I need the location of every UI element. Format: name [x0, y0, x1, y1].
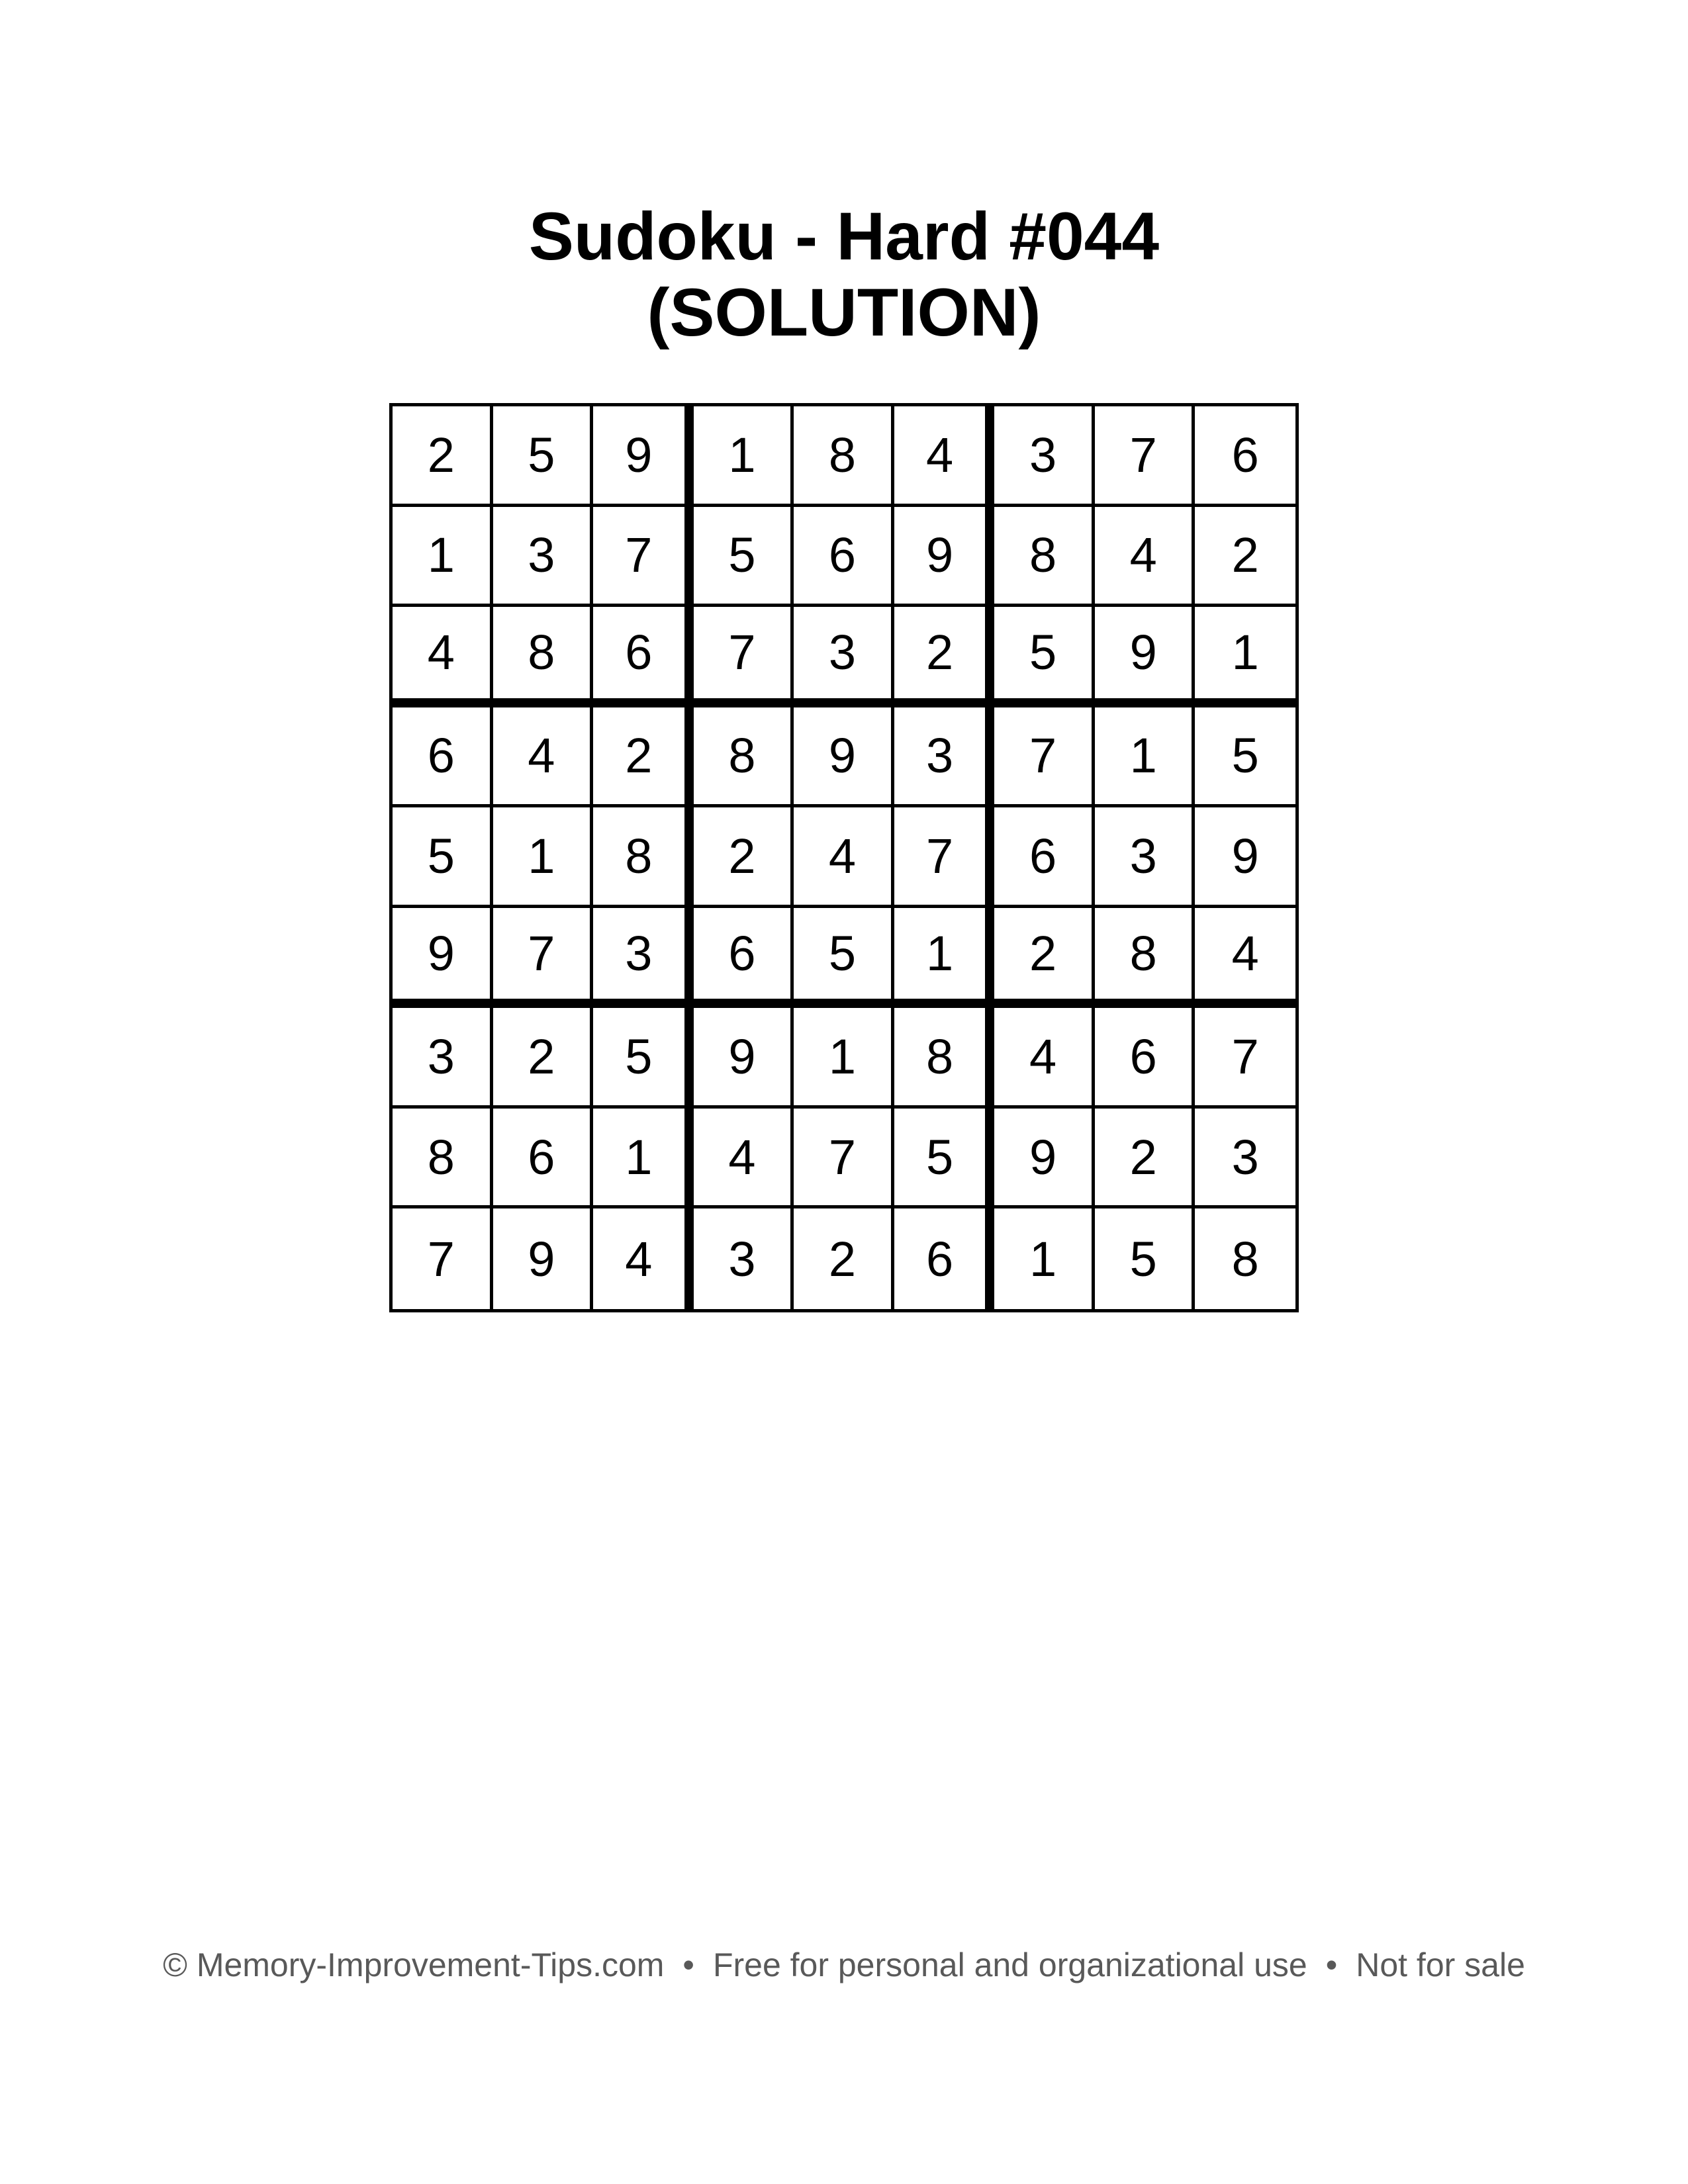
footer-usage: Free for personal and organizational use — [712, 1946, 1307, 1983]
sudoku-cell: 5 — [1195, 707, 1295, 808]
sudoku-cell: 8 — [694, 707, 794, 808]
sudoku-cell: 9 — [894, 507, 995, 608]
sudoku-cell: 7 — [493, 908, 594, 1009]
sudoku-cell: 3 — [894, 707, 995, 808]
sudoku-cell: 1 — [493, 807, 594, 908]
sudoku-cell: 9 — [994, 1109, 1095, 1209]
sudoku-cell: 8 — [493, 607, 594, 707]
sudoku-cell: 6 — [593, 607, 694, 707]
footer-separator-1: • — [682, 1946, 694, 1983]
sudoku-cell: 2 — [593, 707, 694, 808]
sudoku-cell: 6 — [493, 1109, 594, 1209]
sudoku-cell: 5 — [593, 1008, 694, 1109]
sudoku-cell: 6 — [1095, 1008, 1196, 1109]
sudoku-cell: 9 — [493, 1208, 594, 1309]
footer-separator-2: • — [1325, 1946, 1338, 1983]
sudoku-cell: 7 — [994, 707, 1095, 808]
sudoku-cell: 9 — [1195, 807, 1295, 908]
sudoku-cell: 5 — [894, 1109, 995, 1209]
sudoku-cell: 5 — [794, 908, 894, 1009]
sudoku-cell: 2 — [694, 807, 794, 908]
sudoku-cell: 4 — [1095, 507, 1196, 608]
sudoku-cell: 8 — [1231, 1231, 1259, 1287]
sudoku-cell: 7 — [593, 507, 694, 608]
sudoku-cell: 3 — [393, 1008, 493, 1109]
sudoku-cell: 3 — [1195, 1109, 1295, 1209]
sudoku-cell: 4 — [894, 406, 995, 507]
sudoku-cell: 2 — [393, 406, 493, 507]
footer — [0, 1946, 1688, 1984]
sudoku-cell: 1 — [1095, 707, 1196, 808]
sudoku-cell: 2 — [994, 908, 1095, 1009]
sudoku-cell: 1 — [393, 507, 493, 608]
sudoku-cell: 3 — [794, 607, 894, 707]
sudoku-cell: 7 — [1195, 1008, 1295, 1109]
sudoku-cell: 3 — [694, 1208, 794, 1309]
sudoku-cell: 5 — [1095, 1208, 1196, 1309]
sudoku-cell: 5 — [694, 507, 794, 608]
sudoku-cell: 4 — [694, 1109, 794, 1209]
sudoku-cell: 1 — [994, 1208, 1095, 1309]
sudoku-cell: 1 — [694, 406, 794, 507]
title-line-1: Sudoku - Hard #044 — [528, 199, 1160, 274]
sudoku-cell: 2 — [894, 607, 995, 707]
footer-copyright: © Memory-Improvement-Tips.com — [163, 1946, 665, 1983]
sudoku-cell: 7 — [393, 1208, 493, 1309]
sudoku-cell: 4 — [493, 707, 594, 808]
sudoku-cell: 3 — [593, 908, 694, 1009]
sudoku-cell: 1 — [894, 908, 995, 1009]
sudoku-cell: 9 — [1095, 607, 1196, 707]
sudoku-cell: 2 — [493, 1008, 594, 1109]
footer-sale: Not for sale — [1356, 1946, 1525, 1983]
sudoku-cell: 4 — [794, 807, 894, 908]
sudoku-cell: 6 — [894, 1208, 995, 1309]
title-line-2: (SOLUTION) — [647, 275, 1041, 350]
sudoku-cell: 7 — [894, 807, 995, 908]
sudoku-cell: 9 — [694, 1008, 794, 1109]
sudoku-cell: 9 — [794, 707, 894, 808]
sudoku-cell: 6 — [994, 807, 1095, 908]
sudoku-cell: 7 — [1095, 406, 1196, 507]
sudoku-cell: 8 — [593, 807, 694, 908]
sudoku-cell: 3 — [1095, 807, 1196, 908]
sudoku-cell: 1 — [1195, 607, 1295, 707]
sudoku-cell: 8 — [994, 507, 1095, 608]
sudoku-cell: 7 — [794, 1109, 894, 1209]
sudoku-cell: 6 — [694, 908, 794, 1009]
sudoku-cell: 3 — [493, 507, 594, 608]
sudoku-cell: 8 — [1095, 908, 1196, 1009]
sudoku-cell: 4 — [994, 1008, 1095, 1109]
sudoku-cell: 4 — [1195, 908, 1295, 1009]
sudoku-cell: 8 — [794, 406, 894, 507]
sudoku-cell: 6 — [1195, 406, 1295, 507]
sudoku-cell: 4 — [593, 1208, 694, 1309]
sudoku-cell: 7 — [694, 607, 794, 707]
sudoku-cell: 2 — [1195, 507, 1295, 608]
sudoku-cell: 5 — [994, 607, 1095, 707]
sudoku-cell: 2 — [1095, 1109, 1196, 1209]
page-title — [0, 199, 1688, 351]
sudoku-cell: 9 — [393, 908, 493, 1009]
sudoku-cell: 3 — [994, 406, 1095, 507]
sudoku-cell: 5 — [493, 406, 594, 507]
sudoku-cell: 6 — [393, 707, 493, 808]
sudoku-cell: 1 — [593, 1109, 694, 1209]
sudoku-cell: 4 — [393, 607, 493, 707]
sudoku-grid — [389, 403, 1299, 1312]
sudoku-cell: 8 — [894, 1008, 995, 1109]
sudoku-cell: 5 — [393, 807, 493, 908]
sudoku-cell: 9 — [593, 406, 694, 507]
sudoku-cell: 1 — [794, 1008, 894, 1109]
sudoku-cell: 6 — [794, 507, 894, 608]
sudoku-cell: 8 — [393, 1109, 493, 1209]
sudoku-cell: 2 — [794, 1208, 894, 1309]
